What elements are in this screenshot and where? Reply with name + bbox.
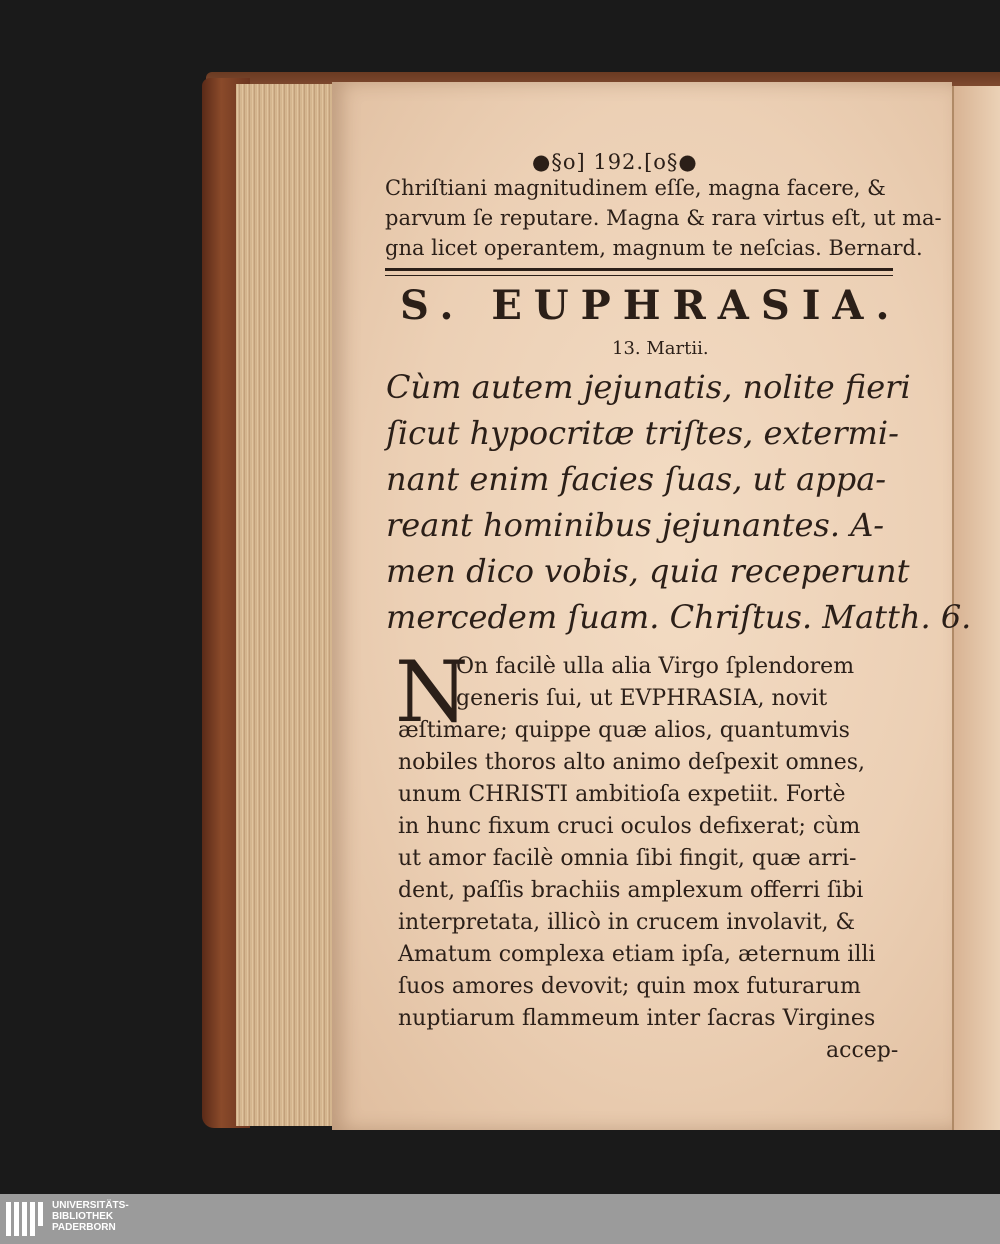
body-line: dent, paſſis brachiis amplexum offerri ſibi: [398, 878, 864, 903]
quote-line: ſicut hypocritæ triſtes, extermi-: [386, 414, 899, 452]
library-logo-text: [52, 1200, 129, 1233]
logo-line: BIBLIOTHEK: [52, 1211, 114, 1222]
quote-line: men dico vobis, quia receperunt: [386, 552, 910, 590]
intro-line: Chriſtiani magnitudinem eſſe, magna facere, &: [385, 176, 886, 200]
library-footer: [0, 1194, 1000, 1244]
body-line: ut amor facilè omnia ſibi fingit, quæ arri-: [398, 846, 857, 871]
catchword: accep-: [826, 1038, 899, 1063]
page-title: S. EUPHRASIA.: [400, 282, 902, 329]
drop-cap: N: [395, 643, 469, 741]
intro-line: gna licet operantem, magnum te neſcias. Bernard.: [385, 236, 923, 260]
feast-date: 13. Martii.: [612, 338, 709, 359]
body-line: On facilè ulla alia Virgo ſplendorem: [456, 654, 855, 679]
body-line: in hunc fixum cruci oculos defixerat; cùm: [398, 814, 861, 839]
body-line: interpretata, illicò in crucem involavit, &: [398, 910, 856, 935]
quote-line: Cùm autem jejunatis, nolite fieri: [386, 368, 911, 406]
page-header: ●§o] 192.[o§●: [532, 150, 698, 174]
body-line: Amatum complexa etiam ipſa, æternum illi: [398, 942, 876, 967]
quote-line: nant enim facies ſuas, ut appa-: [386, 460, 887, 498]
logo-line: PADERBORN: [52, 1222, 116, 1233]
quote-line: reant hominibus jejunantes. A-: [386, 506, 885, 544]
section-rule: [385, 268, 893, 276]
body-line: nobiles thoros alto animo deſpexit omnes,: [398, 750, 866, 775]
intro-line: parvum ſe reputare. Magna & rara virtus eſt, ut ma-: [385, 206, 942, 230]
quote-line: mercedem ſuam. Chriſtus. Matth. 6.: [386, 598, 972, 636]
body-line: æſtimare; quippe quæ alios, quantumvis: [398, 718, 850, 743]
body-line: nuptiarum flammeum inter ſacras Virgines: [398, 1006, 876, 1031]
logo-line: UNIVERSITÄTS-: [52, 1200, 129, 1211]
library-logo-icon: [6, 1202, 46, 1236]
body-line: generis ſui, ut EVPHRASIA, novit: [456, 686, 828, 711]
body-line: unum CHRISTI ambitioſa expetiit. Fortè: [398, 782, 846, 807]
body-line: ſuos amores devovit; quin mox futurarum: [398, 974, 861, 999]
